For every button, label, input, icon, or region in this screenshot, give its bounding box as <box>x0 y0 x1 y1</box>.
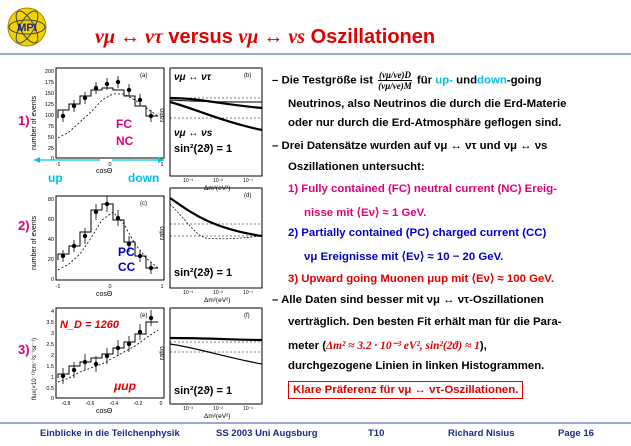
mpi-logo <box>6 6 48 48</box>
panel-tag-a: (a) <box>140 73 148 79</box>
xtick-dm: 10⁻¹ <box>243 178 253 184</box>
xtick: 0 <box>108 162 112 168</box>
ytick: 2 <box>50 353 54 359</box>
panel-d <box>159 188 262 304</box>
panel-tag-e: (e) <box>140 313 148 319</box>
title-versus: versus <box>168 26 233 48</box>
ytick: 20 <box>47 257 54 263</box>
xtick: -0.8 <box>61 401 71 407</box>
xtick: -0.6 <box>85 401 95 407</box>
b1-going: -going <box>506 74 542 87</box>
header-rule <box>0 53 631 55</box>
xtick-dm: 10⁻³ <box>183 406 193 412</box>
ylabel-ratio-d: ratio <box>159 226 166 240</box>
item-2-line-1: 2) Partially contained (PC) charged current (CC) <box>288 227 547 239</box>
xtick-dm: 10⁻¹ <box>243 406 253 412</box>
footer-code: T10 <box>368 428 385 439</box>
ytick: 150 <box>44 91 54 97</box>
xtick: 1 <box>160 284 164 290</box>
bullet-3-line-4: durchgezogene Linien in linken Histogrammen. <box>288 360 545 372</box>
b1-fuer: für <box>416 74 433 87</box>
ytick: 50 <box>47 135 54 141</box>
ytick: 3.5 <box>46 320 54 326</box>
panel-a <box>31 68 164 185</box>
sin-label-f: sin²(2ϑ) = 1 <box>174 385 233 397</box>
xtick: 1 <box>160 162 164 168</box>
ylabel-events-a: number of events <box>31 95 38 150</box>
fraction-top: (νμ/νe)D <box>379 70 411 80</box>
ytick: 1.5 <box>46 364 54 370</box>
item-3-line-1: 3) Upward going Muonen μup mit ⟨Eν⟩ ≈ 100 GeV. <box>288 273 554 285</box>
panel-c <box>31 196 164 298</box>
xlabel-cos-e: cosΘ <box>96 408 113 415</box>
footer-course: Einblicke in die Teilchenphysik <box>40 428 180 439</box>
b3-params: Δm² ≈ 3.2 · 10⁻³ eV², sin²(2ϑ) ≈ 1 <box>325 340 480 352</box>
down-label: down <box>128 171 160 185</box>
item-2-line-2: νμ Ereignisse mit ⟨Eν⟩ ≈ 10 − 20 GeV. <box>304 251 504 263</box>
b3-open: meter ( <box>288 340 326 352</box>
xtick: -0.4 <box>109 401 119 407</box>
xtick: -1 <box>55 284 61 290</box>
ylabel-flux: flux(×10⁻¹³cm⁻²s⁻¹sr⁻¹) <box>32 337 38 400</box>
logo-text: MPI <box>17 22 37 34</box>
panel-b <box>159 68 262 192</box>
title-nu-tau: νμ ↔ ντ <box>95 26 163 48</box>
cc-label: CC <box>118 260 136 274</box>
ytick: 2.5 <box>46 342 54 348</box>
test-fraction <box>378 70 412 91</box>
ytick: 175 <box>44 80 54 86</box>
b1-text: – Die Testgröße ist <box>272 74 374 87</box>
bullet-1-line-2: Neutrinos, also Neutrinos die durch die Erd-Materie <box>288 98 567 110</box>
xtick-dm: 10⁻² <box>213 406 223 412</box>
footer-page: Page 16 <box>558 428 594 439</box>
mu-up-label: μup <box>114 379 136 393</box>
item-1-line-1: 1) Fully contained (FC) neutral current (NC) Ereig- <box>288 183 557 195</box>
ylabel-events-c: number of events <box>31 215 38 270</box>
footer-rule <box>0 422 631 424</box>
ytick: 80 <box>47 197 54 203</box>
b3-close: ), <box>479 340 487 352</box>
bullet-2-line-2: Oszillationen untersucht: <box>288 161 425 173</box>
panel-tag-d: (d) <box>244 193 252 199</box>
xtick: 0 <box>159 401 163 407</box>
footer-author: Richard Nisius <box>448 428 515 439</box>
ytick: 1 <box>50 375 54 381</box>
ytick: 4 <box>50 309 54 315</box>
ytick: 25 <box>47 146 54 152</box>
xlabel-cos-c: cosΘ <box>96 291 113 298</box>
panel-e <box>32 308 164 415</box>
bullet-3-line-3 <box>288 338 487 352</box>
fraction-bottom: (νμ/νe)M <box>378 81 412 91</box>
sin-label-d: sin²(2ϑ) = 1 <box>174 267 233 279</box>
page-title <box>95 26 435 49</box>
fc-label: FC <box>116 117 132 131</box>
bullet-2-line-1: – Drei Datensätze wurden auf νμ ↔ ντ und νμ ↔ νs <box>272 140 548 152</box>
xtick-dm: 10⁻² <box>213 178 223 184</box>
row-label-3: 3) <box>18 342 30 357</box>
b1-down: down <box>477 74 507 87</box>
xtick-dm: 10⁻¹ <box>243 290 253 296</box>
xlabel-dm-d: Δm²(eV²) <box>204 297 231 304</box>
nu-s-label-b: νμ ↔ νs <box>174 128 213 139</box>
ytick: 40 <box>47 237 54 243</box>
b1-up: up- <box>435 74 453 87</box>
ylabel-ratio-b: ratio <box>159 108 166 122</box>
xtick-dm: 10⁻² <box>213 290 223 296</box>
ytick: 75 <box>47 124 54 130</box>
ytick: 60 <box>47 217 54 223</box>
bullet-1-line-3: oder nur durch die Erd-Atmosphäre geflogen sind. <box>288 117 562 129</box>
title-word: Oszillationen <box>310 26 436 48</box>
panel-tag-b: (b) <box>244 73 252 79</box>
xtick: -0.2 <box>133 401 143 407</box>
nc-label: NC <box>116 134 134 148</box>
row-label-1: 1) <box>18 113 30 128</box>
xtick-dm: 10⁻³ <box>183 178 193 184</box>
ytick: 0 <box>50 277 54 283</box>
nu-tau-label-b: νμ ↔ ντ <box>174 72 211 83</box>
bullet-3-line-2: verträglich. Den besten Fit erhält man für die Para- <box>288 316 562 328</box>
figure-panels <box>28 60 268 422</box>
sin-label-b: sin²(2ϑ) = 1 <box>174 143 233 155</box>
item-1-line-2: nisse mit ⟨Eν⟩ ≈ 1 GeV. <box>304 207 427 219</box>
xtick: -1 <box>55 162 61 168</box>
panel-f <box>159 308 262 420</box>
xlabel-cos-a: cosΘ <box>96 168 113 175</box>
xlabel-dm-b: Δm²(eV²) <box>204 185 231 192</box>
panel-tag-f: (f) <box>244 313 250 319</box>
ytick: 0.5 <box>46 386 54 392</box>
b1-und: und <box>456 74 478 87</box>
xtick-dm: 10⁻³ <box>183 290 193 296</box>
up-label: up <box>48 171 63 185</box>
ytick: 3 <box>50 331 54 337</box>
ytick: 0 <box>50 156 54 162</box>
bullet-1-line-1 <box>272 70 542 91</box>
nd-label: N_D = 1260 <box>60 319 120 331</box>
xlabel-dm-f: Δm²(eV²) <box>204 413 231 420</box>
row-label-2: 2) <box>18 218 30 233</box>
footer-term: SS 2003 Uni Augsburg <box>216 428 318 439</box>
xtick: 0 <box>108 284 112 290</box>
conclusion-box: Klare Präferenz für νμ ↔ ντ-Oszillationen. <box>288 381 523 399</box>
ylabel-ratio-f: ratio <box>159 346 166 360</box>
bullet-3-line-1: – Alle Daten sind besser mit νμ ↔ ντ-Oszillationen <box>272 294 544 306</box>
title-nu-s: νμ ↔ νs <box>238 26 306 48</box>
panel-tag-c: (c) <box>140 201 147 207</box>
ytick: 200 <box>44 69 54 75</box>
ytick: 0 <box>50 396 54 402</box>
pc-label: PC <box>118 245 135 259</box>
ytick: 100 <box>44 113 54 119</box>
ytick: 125 <box>44 102 54 108</box>
